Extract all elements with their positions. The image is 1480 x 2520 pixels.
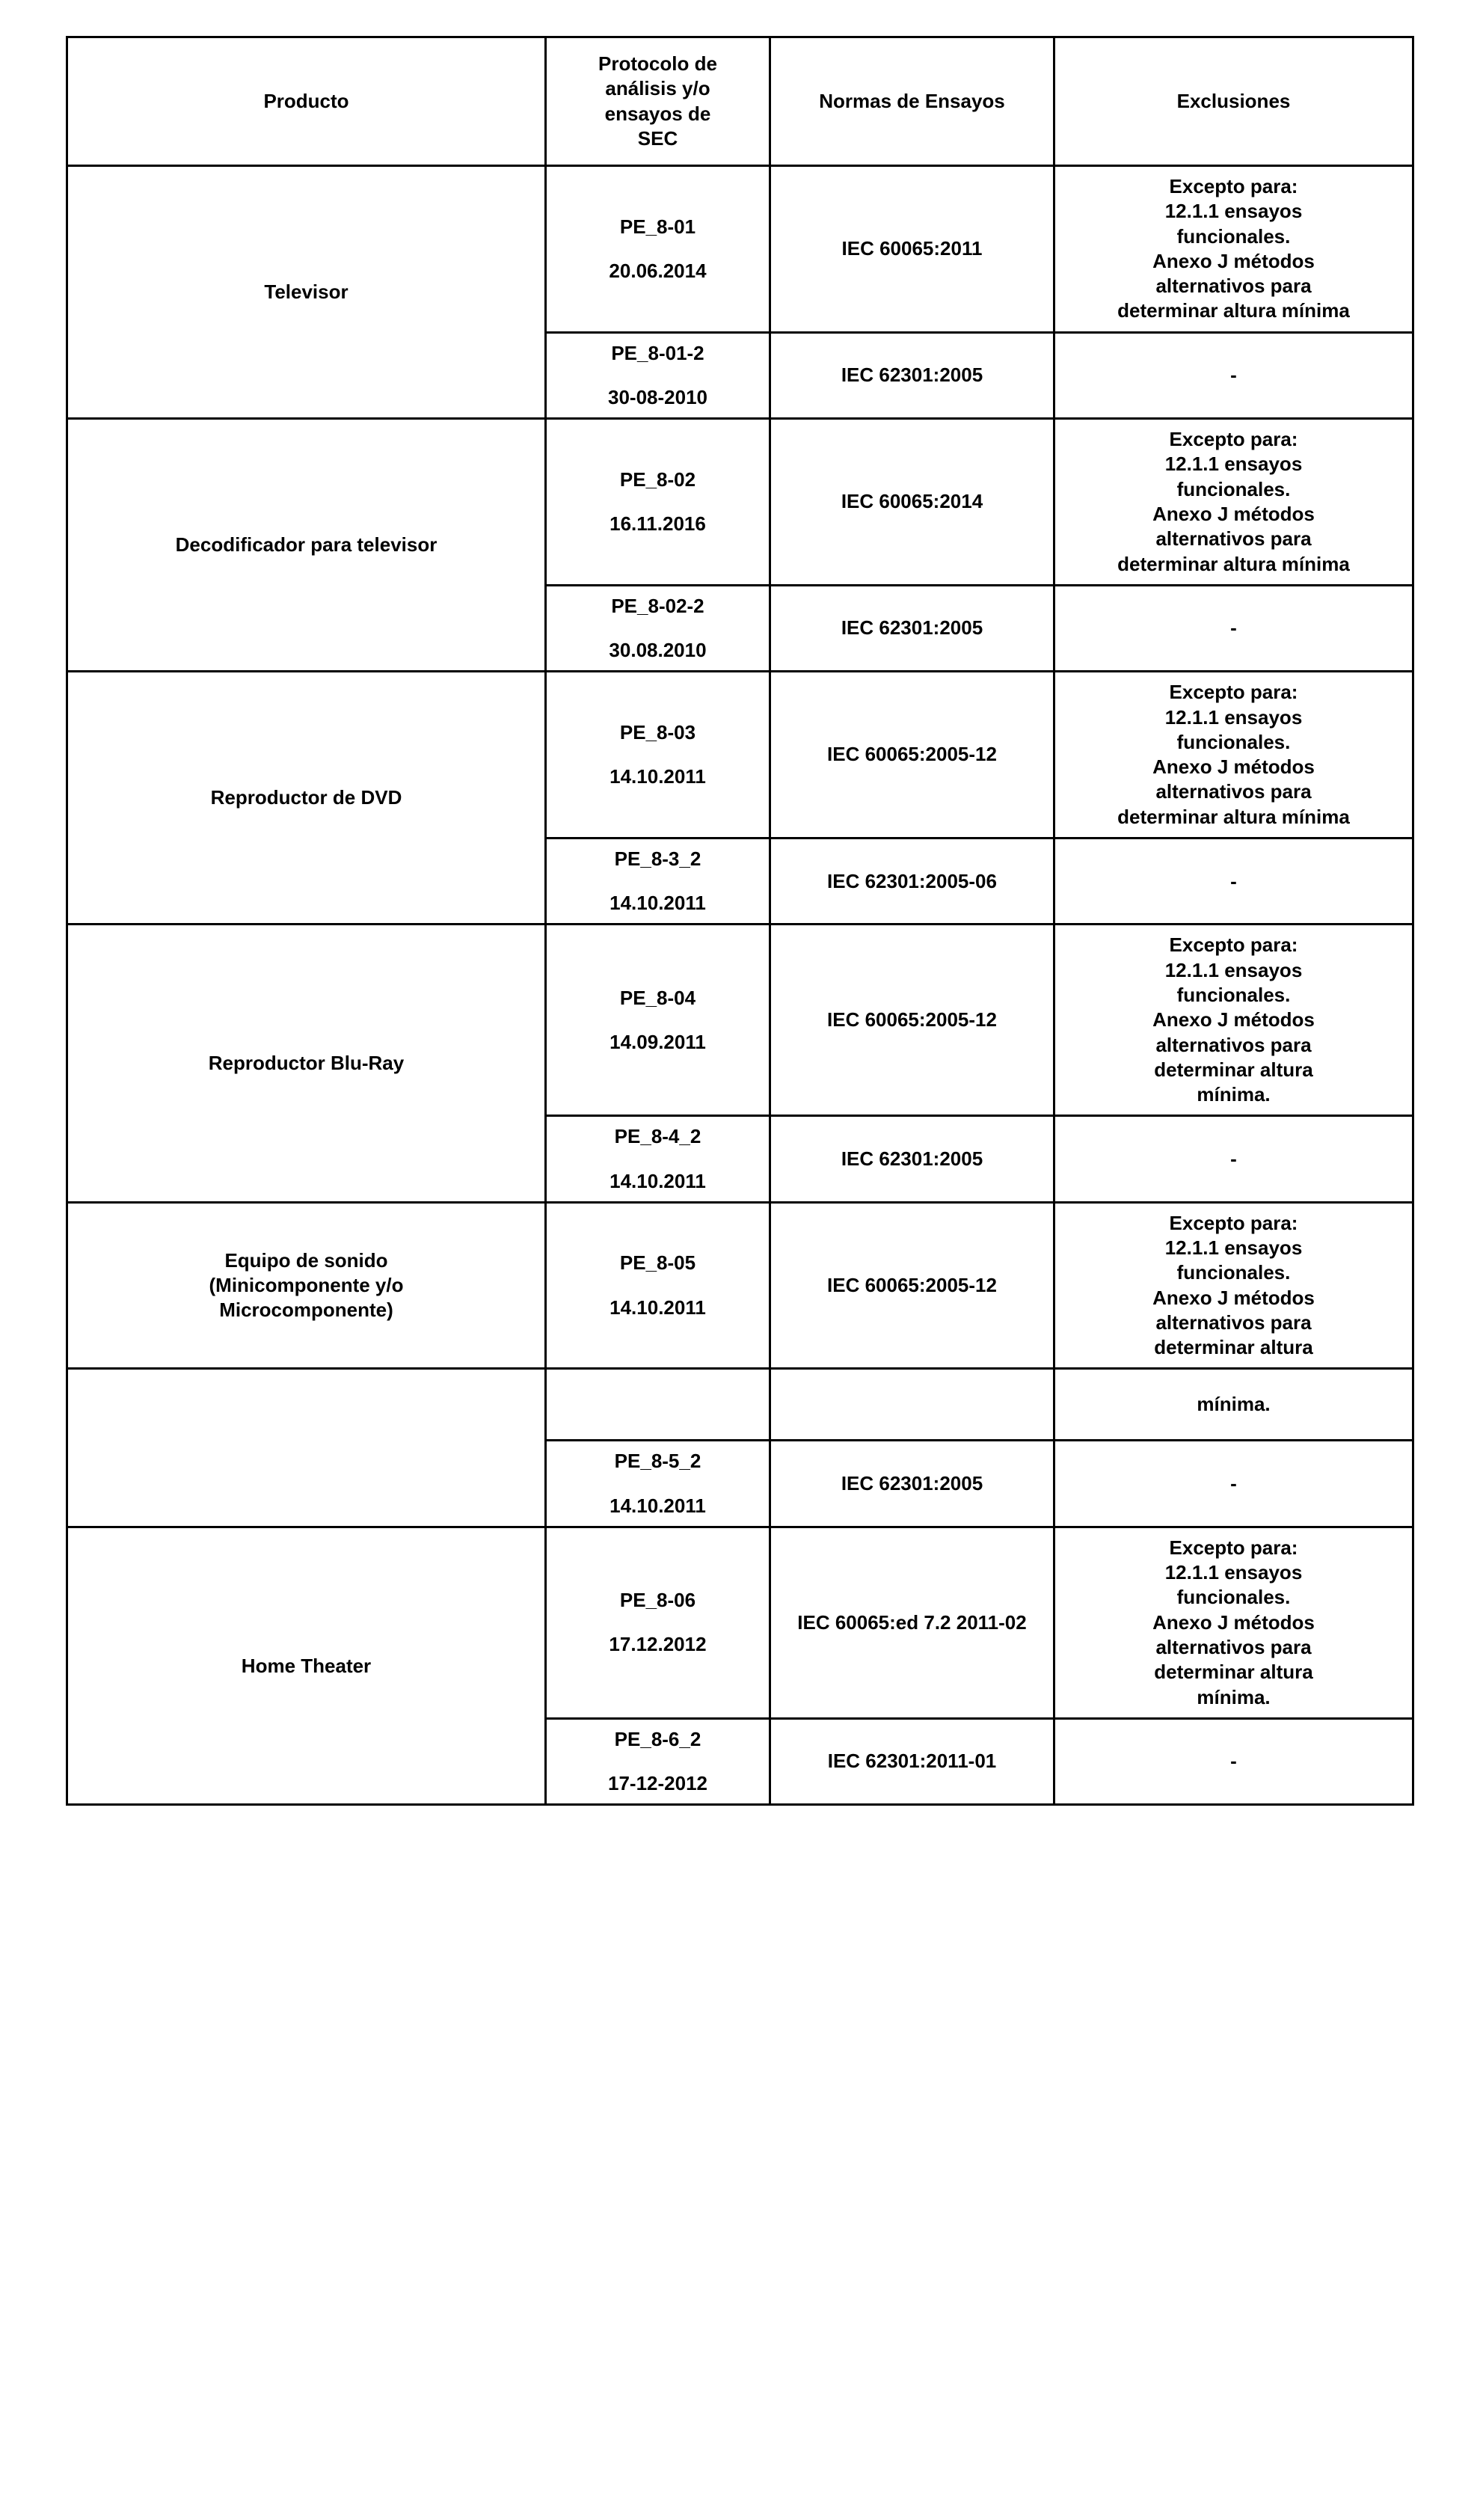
cell-protocolo [546,1718,770,1805]
cell-protocolo [546,1527,770,1718]
exclusion-line: funcionales. [1176,1261,1291,1284]
exclusion-line: funcionales. [1176,1586,1291,1609]
norma-line-2: 2011-02 [956,1610,1027,1634]
cell-exclusion: - [1054,1718,1413,1805]
exclusion-line: 12.1.1 ensayos [1164,1236,1303,1260]
cell-norma: IEC 60065:2011 [770,166,1054,333]
table-row [67,166,1413,333]
table-row [67,1369,1413,1441]
cell-protocolo-empty [546,1369,770,1441]
protocolo-code: PE_8-3_2 [614,847,701,870]
cell-protocolo [546,1202,770,1369]
cell-norma: IEC 62301:2005 [770,1441,1054,1527]
exclusion-line: Anexo J métodos [1152,249,1315,272]
exclusion-line: determinar altura mínima [1117,552,1350,575]
producto-label: Home Theater [241,1654,372,1677]
cell-exclusion [1054,1202,1413,1369]
protocolo-date: 20.06.2014 [609,259,707,282]
exclusion-line: 12.1.1 ensayos [1164,453,1303,476]
exclusion-line: determinar altura mínima [1117,805,1350,828]
cell-norma: IEC 62301:2005-06 [770,838,1054,925]
exclusion-line: Anexo J métodos [1152,1008,1315,1031]
protocolo-date: 17-12-2012 [608,1772,707,1795]
protocolo-code: PE_8-03 [619,720,696,744]
cell-exclusion: - [1054,332,1413,419]
cell-norma-empty [770,1369,1054,1441]
exclusion-line: determinar altura mínima [1117,299,1350,322]
protocolo-code: PE_8-05 [619,1251,696,1275]
protocolo-date: 16.11.2016 [609,512,706,535]
protocolo-date: 14.10.2011 [609,892,706,915]
cell-norma: IEC 60065:2014 [770,419,1054,586]
cell-exclusion [1054,166,1413,333]
cell-exclusion: - [1054,585,1413,672]
norma-line-1: IEC 60065:ed 7.2 [797,1610,951,1634]
cell-norma: IEC 62301:2005 [770,585,1054,672]
cell-exclusion: - [1054,1116,1413,1203]
exclusion-line: Excepto para: [1169,1536,1298,1559]
exclusion-line: alternativos para [1155,780,1312,803]
table-header-row [67,37,1413,166]
exclusion-line: funcionales. [1176,983,1291,1006]
table-row [67,1202,1413,1369]
cell-protocolo [546,838,770,925]
exclusion-line: Excepto para: [1169,681,1298,704]
protocolo-code: PE_8-4_2 [614,1125,701,1148]
exclusion-line: Anexo J métodos [1152,1286,1315,1309]
exclusion-line: mínima. [1197,1685,1271,1708]
protocolo-code: PE_8-04 [619,986,696,1009]
protocolo-code: PE_8-01-2 [611,341,704,364]
exclusion-line: 12.1.1 ensayos [1164,705,1303,729]
exclusion-line: funcionales. [1176,730,1291,753]
cell-protocolo [546,166,770,333]
cell-protocolo [546,925,770,1116]
cell-exclusion [1054,1527,1413,1718]
exclusion-line: 12.1.1 ensayos [1164,1561,1303,1584]
exclusion-line: Anexo J métodos [1152,502,1315,525]
cell-norma: IEC 60065:2005-12 [770,672,1054,839]
protocolo-date: 14.10.2011 [609,1169,706,1192]
table-row [67,1527,1413,1718]
cell-norma: IEC 60065:2005-12 [770,1202,1054,1369]
exclusion-line: Excepto para: [1169,175,1298,198]
exclusion-line: alternativos para [1155,1310,1312,1334]
cell-producto [67,1527,546,1804]
cell-protocolo [546,1441,770,1527]
protocolo-code: PE_8-06 [619,1589,696,1612]
protocolo-code: PE_8-5_2 [614,1450,701,1473]
protocolo-date: 14.10.2011 [609,765,706,788]
column-header-producto: Producto [67,37,546,166]
producto-label: Reproductor Blu-Ray [208,1052,405,1074]
exclusion-line: Excepto para: [1169,428,1298,451]
cell-norma: IEC 60065:2005-12 [770,925,1054,1116]
cell-exclusion: - [1054,1441,1413,1527]
cell-producto-empty [67,1369,546,1527]
protocolo-date: 17.12.2012 [609,1633,707,1656]
column-header-protocolo-line-2: análisis y/o [605,77,710,100]
cell-protocolo [546,585,770,672]
exclusion-line: funcionales. [1176,477,1291,500]
column-header-exclusiones: Exclusiones [1054,37,1413,166]
exclusion-line: determinar altura [1154,1058,1313,1081]
cell-norma: IEC 62301:2005 [770,1116,1054,1203]
exclusion-line: alternativos para [1155,527,1312,551]
protocolo-date: 14.10.2011 [609,1296,706,1319]
protocolo-code: PE_8-02 [619,467,696,491]
cell-protocolo [546,332,770,419]
protocolo-date: 30-08-2010 [608,385,707,408]
column-header-normas: Normas de Ensayos [770,37,1054,166]
protocolo-date: 14.09.2011 [609,1030,706,1053]
cell-exclusion [1054,925,1413,1116]
cell-producto [67,166,546,419]
table-body [67,166,1413,1805]
cell-norma [770,1527,1054,1718]
cell-protocolo [546,419,770,586]
exclusion-line: alternativos para [1155,1636,1312,1659]
table-row [67,672,1413,839]
exclusion-line: funcionales. [1176,224,1291,248]
table-row [67,419,1413,586]
exclusion-line: 12.1.1 ensayos [1164,200,1303,223]
protocolo-code: PE_8-01 [619,215,696,238]
producto-label: Reproductor de DVD [210,786,402,809]
specifications-table [66,36,1414,1806]
producto-label: Decodificador para televisor [175,533,437,557]
table-row [67,925,1413,1116]
column-header-protocolo-line-1: Protocolo de [598,52,717,75]
cell-protocolo [546,1116,770,1203]
exclusion-line: Anexo J métodos [1152,1610,1315,1634]
exclusion-line: Excepto para: [1169,1211,1298,1234]
exclusion-line: alternativos para [1155,1033,1312,1056]
exclusion-line: determinar altura [1154,1661,1313,1684]
protocolo-date: 14.10.2011 [609,1494,706,1517]
exclusion-line: Anexo J métodos [1152,755,1315,779]
exclusion-line: 12.1.1 ensayos [1164,958,1303,981]
table-header [67,37,1413,166]
protocolo-date: 30.08.2010 [609,639,707,662]
cell-exclusion [1054,1369,1413,1441]
cell-norma: IEC 62301:2011-01 [770,1718,1054,1805]
column-header-protocolo-line-4: SEC [637,126,678,150]
exclusion-line: mínima. [1197,1393,1271,1416]
producto-label: Televisor [264,280,348,303]
cell-producto [67,925,546,1202]
cell-exclusion: - [1054,838,1413,925]
producto-label-line-2: (Minicomponente y/o [209,1273,404,1296]
cell-producto [67,419,546,672]
protocolo-code: PE_8-02-2 [611,594,704,617]
producto-label-line-3: Microcomponente) [219,1299,393,1322]
exclusion-line: determinar altura [1154,1336,1313,1359]
exclusion-line: mínima. [1197,1083,1271,1106]
producto-label-line-1: Equipo de sonido [224,1248,388,1272]
column-header-protocolo-line-3: ensayos de [604,102,711,125]
exclusion-line: Excepto para: [1169,933,1298,957]
cell-protocolo [546,672,770,839]
exclusion-line: alternativos para [1155,275,1312,298]
cell-producto [67,1202,546,1369]
cell-norma: IEC 62301:2005 [770,332,1054,419]
cell-producto [67,672,546,925]
protocolo-code: PE_8-6_2 [614,1727,701,1750]
cell-exclusion [1054,419,1413,586]
cell-exclusion [1054,672,1413,839]
column-header-protocolo [546,37,770,166]
